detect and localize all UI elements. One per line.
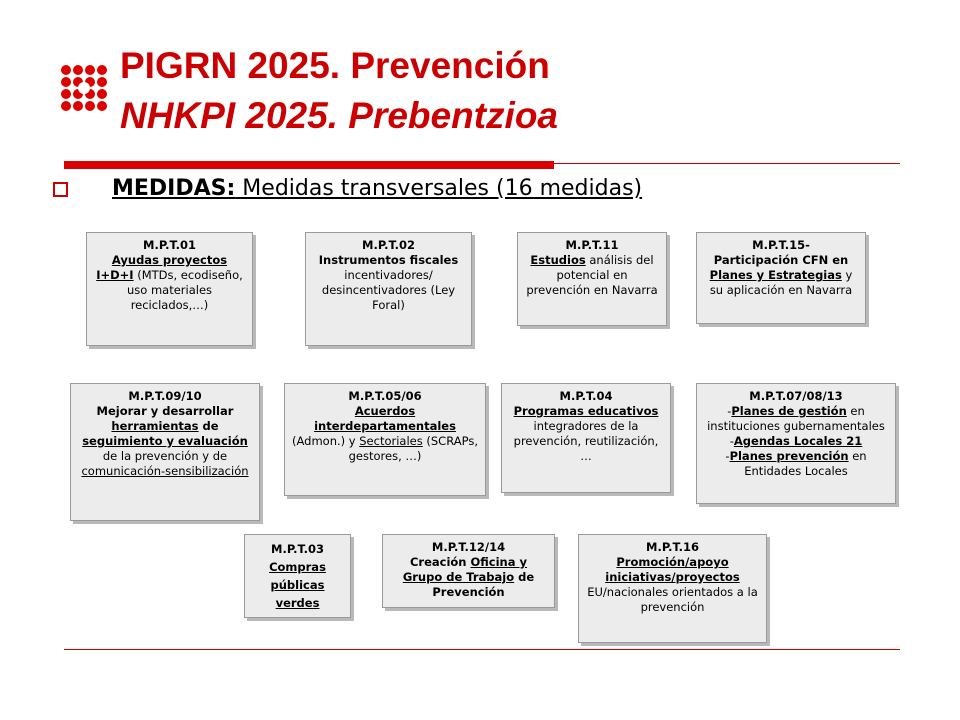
header-divider-thick: [64, 161, 554, 169]
measure-card-mpt16: M.P.T.16 Promoción/apoyo iniciativas/proyectos EU/nacionales orientados a la prevención: [578, 534, 767, 643]
measure-card-mpt04: M.P.T.04 Programas educativos integradores de la prevención, reutilización, …: [501, 383, 671, 493]
measure-card-mpt1214: M.P.T.12/14 Creación Oficina y Grupo de Trabajo de Prevención: [382, 534, 555, 608]
page-title: PIGRN 2025. Prevención: [120, 45, 550, 86]
dots-logo-icon: [60, 64, 108, 112]
measure-card-mpt01: M.P.T.01 Ayudas proyectos I+D+I (MTDs, ecodiseño, uso materiales reciclados,…): [86, 232, 253, 346]
measure-card-mpt03: M.P.T.03 Compras públicas verdes: [244, 534, 351, 618]
measure-card-mpt02: M.P.T.02 Instrumentos fiscales incentivadores/ desincentivadores (Ley Foral): [305, 232, 472, 346]
square-bullet-icon: [53, 182, 68, 197]
header-divider-thin: [554, 163, 900, 164]
measure-card-mpt0910: M.P.T.09/10 Mejorar y desarrollar herramientas de seguimiento y evaluación de la prevención y de comunicación-sensibilización: [70, 383, 260, 521]
measure-card-mpt15: M.P.T.15- Participación CFN en Planes y Estrategias y su aplicación en Navarra: [696, 232, 866, 324]
footer-divider: [64, 649, 900, 650]
page-subtitle: NHKPI 2025. Prebentzioa: [120, 95, 558, 136]
section-heading: MEDIDAS: Medidas transversales (16 medidas): [112, 176, 643, 201]
measure-card-mpt11: M.P.T.11 Estudios análisis del potencial en prevención en Navarra: [517, 232, 667, 326]
measure-card-mpt0506: M.P.T.05/06 Acuerdos interdepartamentales (Admon.) y Sectoriales (SCRAPs, gestores, …): [284, 383, 486, 496]
measure-card-mpt070813: M.P.T.07/08/13 -Planes de gestión en instituciones gubernamentales -Agendas Locales 21 -Planes prevención en Entidades Locales: [696, 383, 896, 504]
